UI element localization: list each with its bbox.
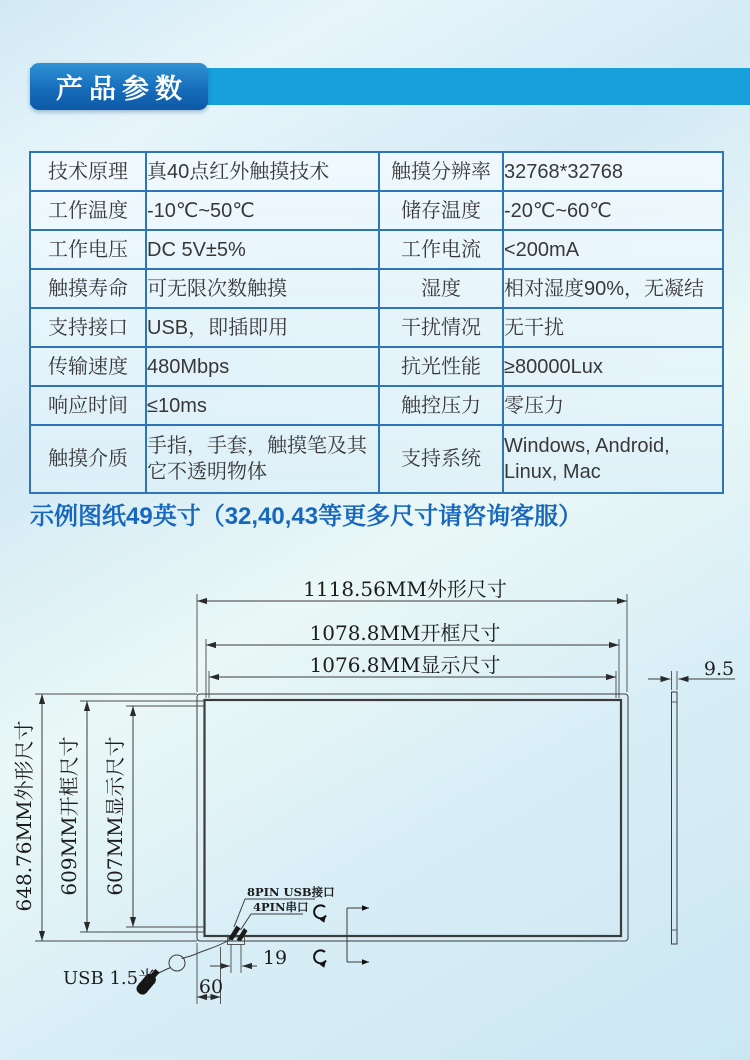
spec-label-cell: 技术原理 (30, 152, 146, 191)
spec-label-cell: 工作温度 (30, 191, 146, 230)
table-row (30, 386, 723, 425)
svg-text:609MM开框尺寸: 609MM开框尺寸 (57, 736, 81, 896)
table-row (30, 425, 723, 493)
cable-length-label: USB 1.5米 (63, 968, 157, 989)
svg-text:4PIN串口: 4PIN串口 (253, 900, 309, 914)
technical-drawing (0, 540, 750, 1040)
spec-value-cell: 无干扰 (503, 308, 723, 347)
spec-label-cell: 工作电压 (30, 230, 146, 269)
spec-label-cell: 触控压力 (379, 386, 503, 425)
svg-text:9.5: 9.5 (703, 658, 735, 680)
drawing-subtitle: 示例图纸49英寸（32,40,43等更多尺寸请咨询客服） (30, 503, 583, 530)
spec-label-cell: 支持系统 (379, 425, 503, 493)
spec-value-cell: 480Mbps (146, 347, 379, 386)
spec-label-cell: 触摸寿命 (30, 269, 146, 308)
svg-text:8PIN USB接口: 8PIN USB接口 (247, 885, 335, 899)
spec-label-cell: 支持接口 (30, 308, 146, 347)
svg-text:648.76MM外形尺寸: 648.76MM外形尺寸 (12, 720, 36, 912)
table-row (30, 230, 723, 269)
spec-table (29, 151, 724, 494)
spec-label-cell: 抗光性能 (379, 347, 503, 386)
spec-value-cell: 32768*32768 (503, 152, 723, 191)
rotate-symbol-top (314, 905, 326, 918)
spec-label-cell: 触摸分辨率 (379, 152, 503, 191)
spec-value-cell: <200mA (503, 230, 723, 269)
svg-text:1118.56MM外形尺寸: 1118.56MM外形尺寸 (303, 577, 507, 601)
spec-value-cell: USB，即插即用 (146, 308, 379, 347)
section-title-badge (30, 63, 208, 110)
spec-value-cell: -10℃~50℃ (146, 191, 379, 230)
dim-width-display (209, 653, 616, 698)
spec-label-cell: 触摸介质 (30, 425, 146, 493)
dim-connector-offset (210, 944, 287, 973)
panel-side-view (672, 692, 678, 944)
dim-thickness (648, 658, 735, 690)
svg-text:1078.8MM开框尺寸: 1078.8MM开框尺寸 (309, 621, 501, 645)
spec-label-cell: 传输速度 (30, 347, 146, 386)
spec-label-cell: 湿度 (379, 269, 503, 308)
connector-label-serial (241, 900, 309, 930)
rotate-symbol-bottom (314, 950, 326, 963)
spec-value-cell: DC 5V±5% (146, 230, 379, 269)
spec-value-cell: ≤10ms (146, 386, 379, 425)
spec-value-cell: 真40点红外触摸技术 (146, 152, 379, 191)
table-row (30, 308, 723, 347)
table-row (30, 269, 723, 308)
spec-label-cell: 储存温度 (379, 191, 503, 230)
svg-text:607MM显示尺寸: 607MM显示尺寸 (103, 736, 127, 896)
spec-value-cell: 手指，手套，触摸笔及其它不透明物体 (146, 425, 379, 493)
section-title: 产品参数 (56, 74, 188, 104)
svg-text:60: 60 (198, 976, 224, 998)
svg-text:19: 19 (262, 947, 288, 969)
table-row (30, 347, 723, 386)
dim-height-cutout (57, 701, 204, 932)
spec-value-cell: 零压力 (503, 386, 723, 425)
usb-cable (157, 939, 232, 975)
svg-text:1076.8MM显示尺寸: 1076.8MM显示尺寸 (309, 653, 501, 677)
spec-value-cell: -20℃~60℃ (503, 191, 723, 230)
spec-label-cell: 工作电流 (379, 230, 503, 269)
spec-label-cell: 干扰情况 (379, 308, 503, 347)
spec-value-cell: Windows, Android, Linux, Mac (503, 425, 723, 493)
spec-table-body (30, 152, 723, 493)
spec-value-cell: 可无限次数触摸 (146, 269, 379, 308)
table-row (30, 152, 723, 191)
spec-value-cell: ≥80000Lux (503, 347, 723, 386)
spec-value-cell: 相对湿度90%，无凝结 (503, 269, 723, 308)
spec-label-cell: 响应时间 (30, 386, 146, 425)
dim-height-display (103, 706, 204, 927)
table-row (30, 191, 723, 230)
